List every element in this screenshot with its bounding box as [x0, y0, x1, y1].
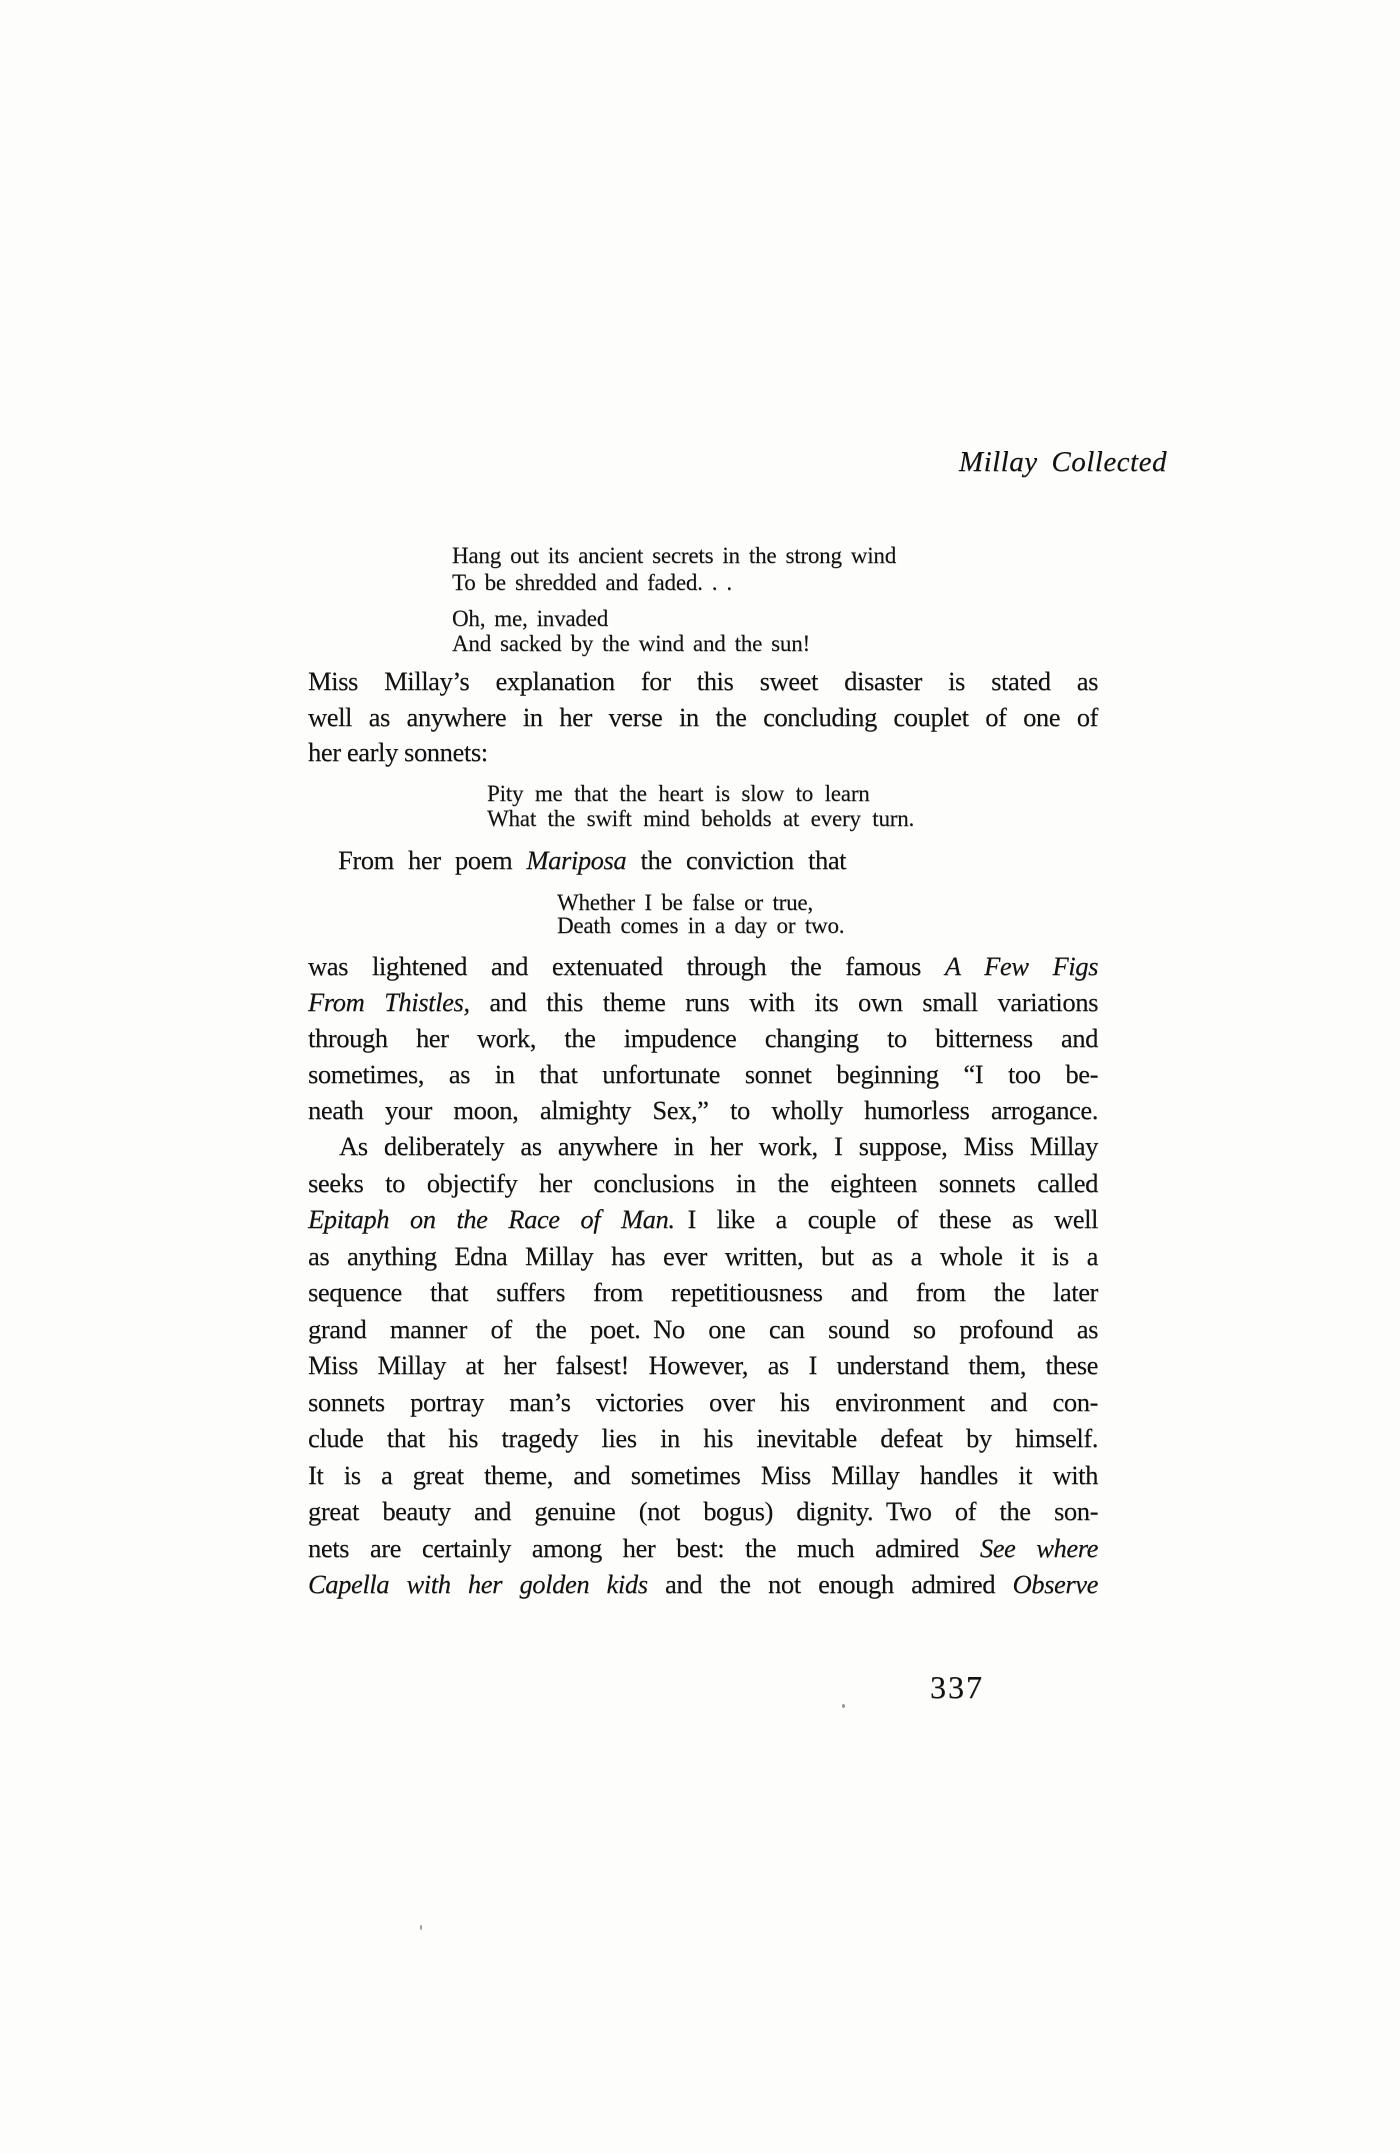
text-segment: well as anywhere in her verse in the concluding couplet of one of [308, 701, 1098, 732]
text-line [487, 781, 914, 806]
scan-speck [420, 1925, 422, 1930]
text-line [557, 891, 844, 914]
text-line [487, 806, 914, 831]
paragraph-4 [308, 1128, 1098, 1603]
text-segment: As deliberately as anywhere in her work, I suppose, Miss Millay [339, 1131, 1098, 1161]
text-line [557, 914, 844, 937]
text-line [308, 1238, 1098, 1275]
verse-quote-1 [452, 542, 896, 596]
text-line [308, 984, 1098, 1020]
text-segment: To be shredded and faded. . . [452, 570, 732, 595]
text-segment: Hang out its ancient secrets in the strong wind [452, 543, 897, 568]
text-segment: From her poem [338, 845, 527, 875]
italic-text: Epitaph on the Race of Man. [308, 1204, 675, 1234]
italic-text: A Few Figs [944, 951, 1099, 981]
text-line [308, 1566, 1098, 1603]
text-line [308, 1020, 1098, 1056]
text-line [452, 631, 810, 656]
text-segment: grand manner of the poet. No one can sound so profound as [308, 1313, 1098, 1344]
italic-text: See where [979, 1532, 1098, 1563]
paragraph-3 [308, 948, 1098, 1128]
text-segment: Miss Millay’s explanation for this sweet disaster is stated as [308, 666, 1098, 696]
text-line [308, 1530, 1098, 1567]
text-segment: And sacked by the wind and the sun! [452, 631, 810, 656]
text-segment: the conviction that [626, 845, 847, 875]
text-line [308, 735, 1098, 771]
paragraph-1 [308, 664, 1098, 771]
text-segment: her early sonnets: [308, 737, 488, 767]
text-line [308, 948, 1098, 984]
text-segment: seeks to objectify her conclusions in the eighteen sonnets called [308, 1167, 1098, 1198]
text-segment: as anything Edna Millay has ever written, but as a whole it is a [308, 1240, 1098, 1271]
text-segment: sonnets portray man’s victories over his environment and con- [308, 1386, 1098, 1417]
text-line [308, 1493, 1098, 1530]
text-segment: What the swift mind beholds at every turn. [487, 806, 915, 831]
verse-quote-2 [452, 606, 810, 656]
text-segment: Oh, me, invaded [452, 606, 609, 631]
text-line [308, 1128, 1098, 1165]
text-line [308, 1384, 1098, 1421]
text-line [452, 542, 896, 569]
italic-text: Mariposa [526, 845, 627, 875]
text-segment: and the not enough admired [647, 1569, 1013, 1599]
text-line [308, 664, 1098, 700]
italic-text: Observe [1012, 1569, 1099, 1599]
text-line [308, 1056, 1098, 1092]
verse-quote-4 [557, 891, 844, 937]
text-segment: Whether I be false or true, [557, 890, 813, 915]
running-header: Millay Collected [958, 446, 1167, 478]
italic-text: Capella with her golden kids [308, 1569, 648, 1599]
text-segment: sequence that suffers from repetitiousness and from the later [308, 1277, 1098, 1307]
text-line [308, 1457, 1098, 1494]
text-segment: I like a couple of these as well [674, 1204, 1098, 1234]
text-segment: was lightened and extenuated through the famous [308, 951, 945, 981]
text-line [452, 569, 896, 596]
italic-text: From Thistles, [308, 987, 470, 1017]
text-line [452, 606, 810, 631]
text-line [308, 1092, 1098, 1128]
verse-quote-3 [487, 781, 914, 831]
text-line [308, 1274, 1098, 1311]
text-line [308, 1311, 1098, 1348]
text-segment: sometimes, as in that unfortunate sonnet beginning “I too be- [308, 1059, 1098, 1089]
text-line [308, 1420, 1098, 1457]
text-segment: great beauty and genuine (not bogus) dignity. Two of the son- [308, 1496, 1098, 1526]
page-number: 337 [930, 1669, 984, 1705]
text-segment: clude that his tragedy lies in his inevitable defeat by himself. [308, 1423, 1098, 1453]
paragraph-2 [308, 842, 1098, 878]
text-line [308, 842, 1098, 878]
text-segment: It is a great theme, and sometimes Miss Millay handles it with [308, 1459, 1098, 1490]
text-line [308, 1347, 1098, 1384]
scan-speck [842, 1704, 845, 1708]
text-segment: and this theme runs with its own small variations [469, 987, 1098, 1017]
text-line [308, 1201, 1098, 1238]
text-segment: through her work, the impudence changing to bitterness and [308, 1023, 1098, 1053]
text-segment: nets are certainly among her best: the much admired [308, 1532, 980, 1563]
text-line [308, 1165, 1098, 1202]
text-segment: Death comes in a day or two. [557, 913, 845, 938]
text-line [308, 700, 1098, 736]
text-segment: neath your moon, almighty Sex,” to wholly humorless arrogance. [308, 1095, 1098, 1125]
text-segment: Miss Millay at her falsest! However, as I understand them, these [308, 1350, 1098, 1380]
text-segment: Pity me that the heart is slow to learn [487, 781, 870, 806]
